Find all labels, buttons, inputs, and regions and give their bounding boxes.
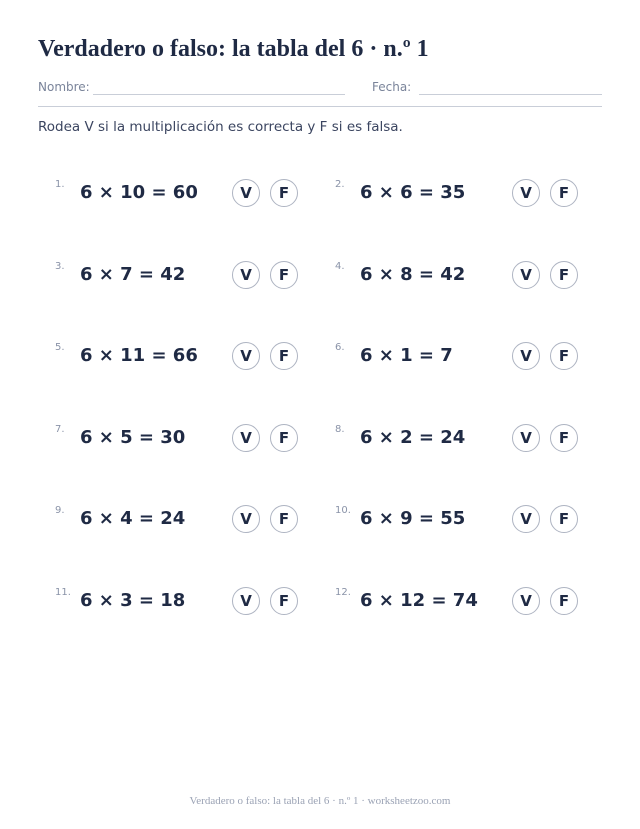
false-option-circle[interactable]: F xyxy=(270,424,298,452)
true-option-circle[interactable]: V xyxy=(512,424,540,452)
problem-number: 1. xyxy=(55,179,65,190)
true-option-circle[interactable]: V xyxy=(512,587,540,615)
problem-number: 8. xyxy=(335,424,345,435)
false-option-circle[interactable]: F xyxy=(270,261,298,289)
problem-item xyxy=(55,587,315,617)
problem-number: 7. xyxy=(55,424,65,435)
problem-number: 9. xyxy=(55,505,65,516)
problem-item xyxy=(55,342,315,372)
problem-item xyxy=(55,424,315,454)
problem-number: 12. xyxy=(335,587,351,598)
problem-number: 3. xyxy=(55,261,65,272)
problem-item xyxy=(335,587,595,617)
true-option-circle[interactable]: V xyxy=(232,261,260,289)
false-option-circle[interactable]: F xyxy=(270,587,298,615)
date-label: Fecha: xyxy=(372,80,412,94)
false-option-circle[interactable]: F xyxy=(550,424,578,452)
problem-number: 2. xyxy=(335,179,345,190)
false-option-circle[interactable]: F xyxy=(270,342,298,370)
false-option-circle[interactable]: F xyxy=(550,505,578,533)
footer: Verdadero o falso: la tabla del 6 · n.º 1 · worksheetzoo.com xyxy=(189,795,451,807)
true-option-circle[interactable]: V xyxy=(512,505,540,533)
problem-item xyxy=(335,505,595,535)
true-option-circle[interactable]: V xyxy=(232,179,260,207)
false-option-circle[interactable]: F xyxy=(550,179,578,207)
problem-expression: 6 × 8 = 42 xyxy=(360,264,466,285)
problem-item xyxy=(335,261,595,291)
page-title: Verdadero o falso: la tabla del 6 · n.º 1 xyxy=(38,36,429,62)
true-option-circle[interactable]: V xyxy=(512,342,540,370)
true-option-circle[interactable]: V xyxy=(512,179,540,207)
true-option-circle[interactable]: V xyxy=(232,342,260,370)
problem-number: 6. xyxy=(335,342,345,353)
date-field[interactable] xyxy=(419,94,602,95)
instructions: Rodea V si la multiplicación es correcta y F si es falsa. xyxy=(38,119,403,135)
problem-expression: 6 × 6 = 35 xyxy=(360,182,466,203)
problem-number: 4. xyxy=(335,261,345,272)
problem-expression: 6 × 7 = 42 xyxy=(80,264,186,285)
problem-number: 5. xyxy=(55,342,65,353)
problem-expression: 6 × 3 = 18 xyxy=(80,590,186,611)
false-option-circle[interactable]: F xyxy=(270,505,298,533)
problem-expression: 6 × 12 = 74 xyxy=(360,590,478,611)
header-divider xyxy=(38,106,602,107)
problem-expression: 6 × 1 = 7 xyxy=(360,345,453,366)
false-option-circle[interactable]: F xyxy=(550,261,578,289)
problem-expression: 6 × 10 = 60 xyxy=(80,182,198,203)
problem-item xyxy=(55,261,315,291)
true-option-circle[interactable]: V xyxy=(232,505,260,533)
false-option-circle[interactable]: F xyxy=(550,342,578,370)
problem-expression: 6 × 4 = 24 xyxy=(80,508,186,529)
true-option-circle[interactable]: V xyxy=(232,424,260,452)
name-field[interactable] xyxy=(93,94,345,95)
problem-item xyxy=(335,179,595,209)
true-option-circle[interactable]: V xyxy=(232,587,260,615)
problem-number: 11. xyxy=(55,587,71,598)
name-label: Nombre: xyxy=(38,80,90,94)
problem-item xyxy=(55,179,315,209)
false-option-circle[interactable]: F xyxy=(550,587,578,615)
problem-item xyxy=(335,424,595,454)
problem-expression: 6 × 2 = 24 xyxy=(360,427,466,448)
header-fields xyxy=(38,80,602,100)
problem-expression: 6 × 5 = 30 xyxy=(80,427,186,448)
problem-expression: 6 × 11 = 66 xyxy=(80,345,198,366)
problem-number: 10. xyxy=(335,505,351,516)
false-option-circle[interactable]: F xyxy=(270,179,298,207)
problem-item xyxy=(55,505,315,535)
true-option-circle[interactable]: V xyxy=(512,261,540,289)
problem-item xyxy=(335,342,595,372)
problem-expression: 6 × 9 = 55 xyxy=(360,508,466,529)
